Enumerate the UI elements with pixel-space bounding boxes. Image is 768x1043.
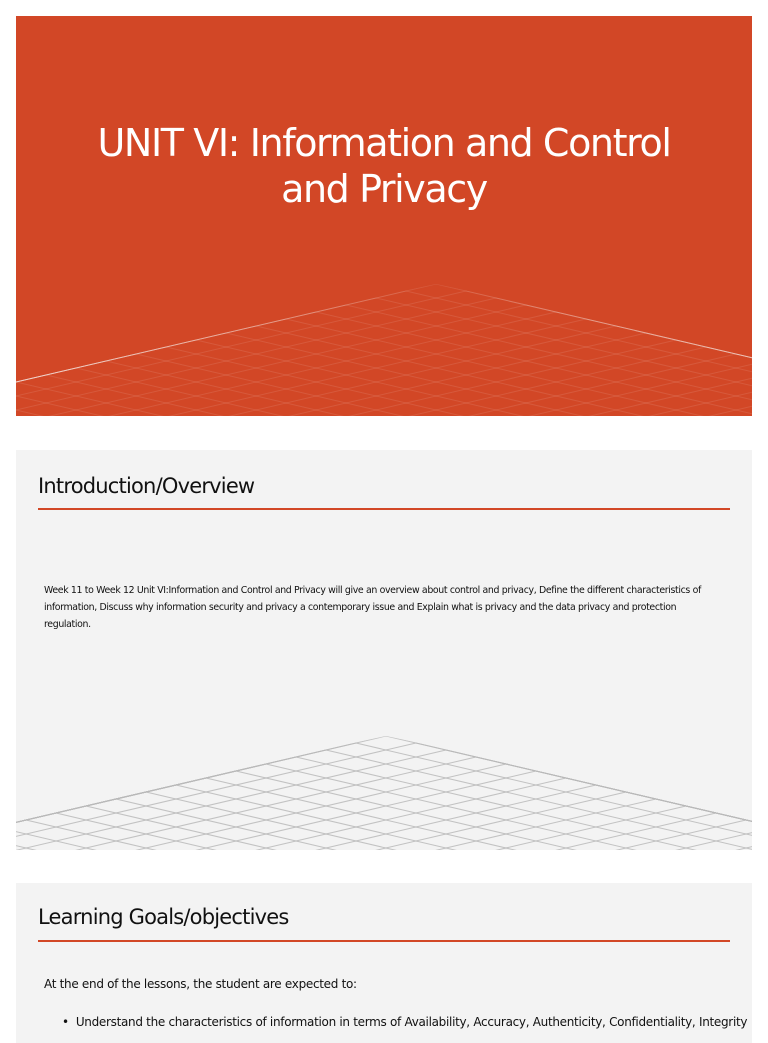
heading-underline (38, 940, 730, 942)
heading-underline (38, 508, 730, 510)
perspective-grid-decoration (16, 450, 752, 850)
bullet-dot-icon: • (62, 1015, 76, 1029)
section-heading: Learning Goals/objectives (38, 905, 289, 929)
title-slide (16, 16, 752, 416)
slide-title: UNIT VI: Information and Control and Privacy (97, 121, 671, 211)
learning-goals-slide (16, 883, 752, 1043)
goals-intro-text: At the end of the lessons, the student are expected to: (44, 977, 357, 991)
goal-bullet-item (62, 1015, 752, 1029)
goal-bullet-text: Understand the characteristics of information in terms of Availability, Accuracy, Authenticity, Confidentiality, Integrity (75, 1015, 748, 1029)
overview-slide (16, 450, 752, 850)
perspective-grid-decoration (16, 16, 752, 416)
section-heading: Introduction/Overview (38, 474, 255, 498)
overview-paragraph: Week 11 to Week 12 Unit VI:Information and Control and Privacy will give an overview about control and privacy, Define the different characteristics of information, Discuss why information security and privacy a contemporary issue and Explain what is privacy and the data privacy and protection regulation. (44, 585, 701, 630)
